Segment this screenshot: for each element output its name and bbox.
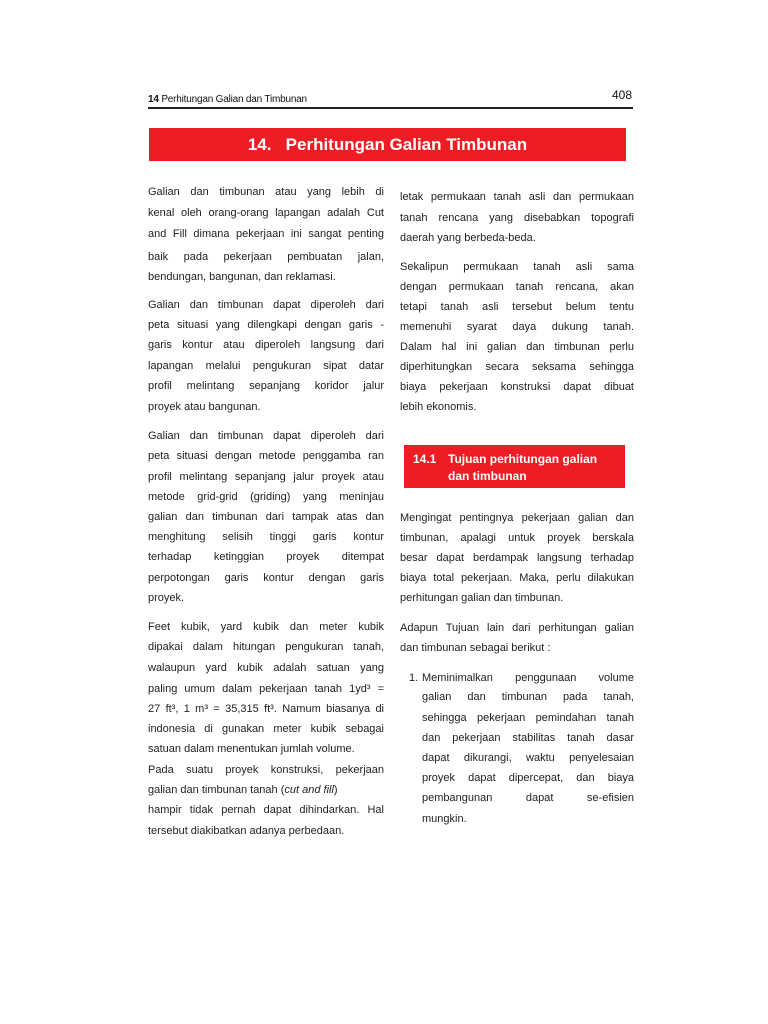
running-header-title: Perhitungan Galian dan Timbunan [161, 94, 307, 105]
left-column [148, 0, 384, 1024]
text-line: mungkin. [422, 813, 467, 825]
text-line: proyek atau bangunan. [148, 401, 261, 413]
text-line: proyek dapat dipercepat, dan biaya [422, 772, 634, 784]
text-line: dan pekerjaan stabilitas tanah dasar [422, 732, 634, 744]
text-line-mixed [148, 784, 338, 796]
section-number: 14.1 [413, 452, 437, 466]
text-line: baik pada pekerjaan pembuatan jalan, [148, 251, 384, 263]
text-line: letak permukaan tanah asli dan permukaan [400, 191, 634, 203]
text-line: Sekalipun permukaan tanah asli sama [400, 261, 634, 273]
chapter-title: Perhitungan Galian Timbunan [285, 134, 528, 154]
text-line: Galian dan timbunan dapat diperoleh dari [148, 430, 384, 442]
text-line: daerah yang berbeda-beda. [400, 232, 536, 244]
text-line: biaya total pekerjaan. Maka, perlu dilakukan [400, 572, 634, 584]
text-line: tetapi tanah asli tersebut belum tentu [400, 301, 634, 313]
text-line: Adapun Tujuan lain dari perhitungan galian [400, 622, 634, 634]
text-line: tersebut diakibatkan adanya perbedaan. [148, 825, 345, 837]
text-line: peta situasi dengan metode penggamba ran [148, 450, 384, 462]
text-line: 27 ft³, 1 m³ = 35,315 ft³. Namum biasanya di [148, 703, 384, 715]
text-line: proyek. [148, 592, 185, 604]
text-line: diperhitungkan secara seksama sehingga [400, 361, 634, 373]
text-line: satuan dalam menentukan jumlah volume. [148, 743, 355, 755]
text-line: bendungan, bangunan, dan reklamasi. [148, 271, 336, 283]
text-line: Meminimalkan penggunaan volume [422, 672, 634, 684]
text-line: Galian dan timbunan atau yang lebih di [148, 186, 384, 198]
text-line: menghitung selisih tinggi garis kontur [148, 531, 384, 543]
section-title-line: Tujuan perhitungan galian [448, 452, 598, 466]
text-segment: ) [333, 784, 338, 796]
text-segment: galian dan timbunan tanah ( [148, 784, 285, 796]
text-line: metode grid-grid (griding) yang meninjau [148, 491, 384, 503]
text-line: biaya pekerjaan konstruksi dapat dibuat [400, 381, 634, 393]
text-line: profil melintang sepanjang jalur proyek atau [148, 471, 384, 483]
text-line: indonesia di gunakan meter kubik sebagai [148, 723, 384, 735]
text-line: dengan permukaan tanah rencana, akan [400, 281, 634, 293]
text-line: memenuhi syarat daya dukung tanah. [400, 321, 634, 333]
text-line: peta situasi yang dilengkapi dengan garis - [148, 319, 384, 331]
text-line: Dalam hal ini galian dan timbunan perlu [400, 341, 634, 353]
text-line: Mengingat pentingnya pekerjaan galian dan [400, 512, 634, 524]
text-line: perpotongan garis kontur dengan garis [148, 572, 384, 584]
text-line: garis kontur atau diperoleh langsung dari [148, 339, 384, 351]
text-line: pembangunan dapat se-efisien [422, 792, 634, 804]
text-line: walaupun yard kubik adalah satuan yang [148, 662, 384, 674]
list-item [422, 0, 634, 1024]
text-line: Galian dan timbunan dapat diperoleh dari [148, 299, 384, 311]
text-line: lebih ekonomis. [400, 401, 477, 413]
text-line: Pada suatu proyek konstruksi, pekerjaan [148, 764, 384, 776]
list-marker: 1. [409, 672, 419, 684]
running-header-number: 14 [148, 94, 159, 105]
text-line: perhitungan galian dan timbunan. [400, 592, 564, 604]
chapter-number: 14. [247, 134, 272, 154]
text-line: galian dan timbunan pada tanah, [422, 691, 634, 703]
text-line: hampir tidak pernah dapat dihindarkan. Hal [148, 804, 384, 816]
text-line: terhadap ketinggian proyek ditempat [148, 551, 384, 563]
text-line: Feet kubik, yard kubik dan meter kubik [148, 621, 384, 633]
text-line: and Fill dimana pekerjaan ini sangat penting [148, 228, 384, 240]
text-line: kenal oleh orang-orang lapangan adalah Cut [148, 207, 384, 219]
text-line: sehingga pekerjaan pemindahan tanah [422, 712, 634, 724]
text-line: paling umum dalam pekerjaan tanah 1yd³ = [148, 683, 384, 695]
text-line: dapat dikurangi, waktu penyelesaian [422, 752, 634, 764]
text-line: besar dapat berdampak langsung terhadap [400, 552, 634, 564]
page-number: 408 [612, 88, 633, 102]
section-title-line: dan timbunan [448, 469, 527, 483]
text-line: galian dan timbunan dari tampak atas dan [148, 511, 384, 523]
text-line: lapangan melalui pengukuran sipat datar [148, 360, 384, 372]
italic-term: cut and fill [284, 784, 334, 796]
text-line: profil melintang sepanjang koridor jalur [148, 380, 384, 392]
text-line: dan timbunan sebagai berikut : [400, 642, 551, 654]
text-line: timbunan, apalagi untuk proyek berskala [400, 532, 634, 544]
text-line: tanah rencana yang disebabkan topografi [400, 212, 634, 224]
text-line: dipakai dalam hitungan pengukuran tanah, [148, 641, 384, 653]
